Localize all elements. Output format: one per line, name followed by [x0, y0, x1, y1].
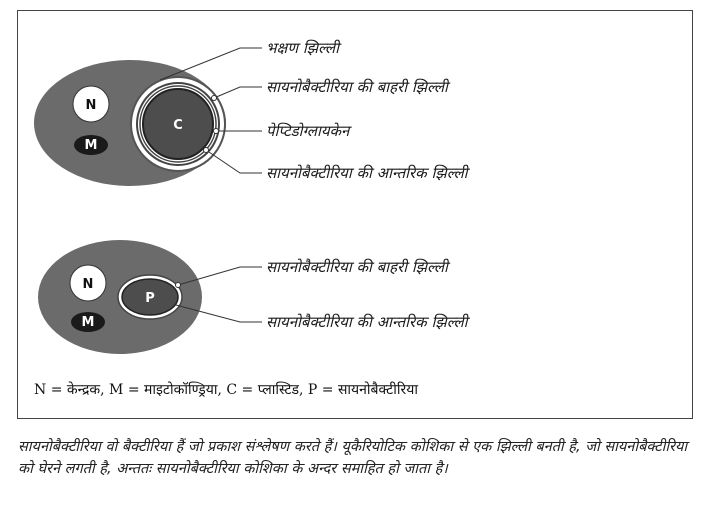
- bottom-mitochondria-label: M: [81, 315, 95, 330]
- label-bottom-inner-membrane: सायनोबैक्टीरिया की आन्तरिक झिल्ली: [266, 313, 468, 331]
- label-inner-membrane: सायनोबैक्टीरिया की आन्तरिक झिल्ली: [266, 164, 468, 182]
- bottom-cell: [38, 240, 471, 354]
- leader-dot-4: [204, 148, 209, 153]
- cyanobacterium-label: P: [145, 291, 155, 306]
- label-peptidoglycan: पेप्टिडोग्लायकेन: [266, 122, 350, 140]
- top-mitochondria-label: M: [84, 138, 98, 153]
- leader-dot-2: [212, 96, 217, 101]
- top-nucleus-label: N: [85, 98, 97, 113]
- legend: N = केन्द्रक, M = माइटोकॉण्ड्रिया, C = प्लास्टिड, P = सायनोबैक्टीरिया: [34, 382, 418, 398]
- bottom-nucleus-label: N: [82, 277, 94, 292]
- leader-line-2: [214, 87, 262, 98]
- top-cell: [34, 39, 471, 186]
- label-outer-membrane: सायनोबैक्टीरिया की बाहरी झिल्ली: [266, 78, 448, 96]
- label-bottom-outer-membrane: सायनोबैक्टीरिया की बाहरी झिल्ली: [266, 258, 448, 276]
- figure-caption: सायनोबैक्टीरिया वो बैक्टीरिया हैं जो प्रकाश संश्लेषण करते हैं। यूकैरियोटिक कोशिका से एक झिल्ली बनती है, जो सायनोबैक्टीरिया को घेरने लगती है, अन्ततः सायनोबैक्टीरिया कोशिका के अन्दर समाहित हो जाता है।: [18, 439, 688, 477]
- label-phagocytic-membrane: भक्षण झिल्ली: [266, 39, 339, 57]
- leader-dot-3: [214, 129, 219, 134]
- leader-dot-5: [176, 283, 181, 288]
- plastid-label: C: [173, 118, 183, 133]
